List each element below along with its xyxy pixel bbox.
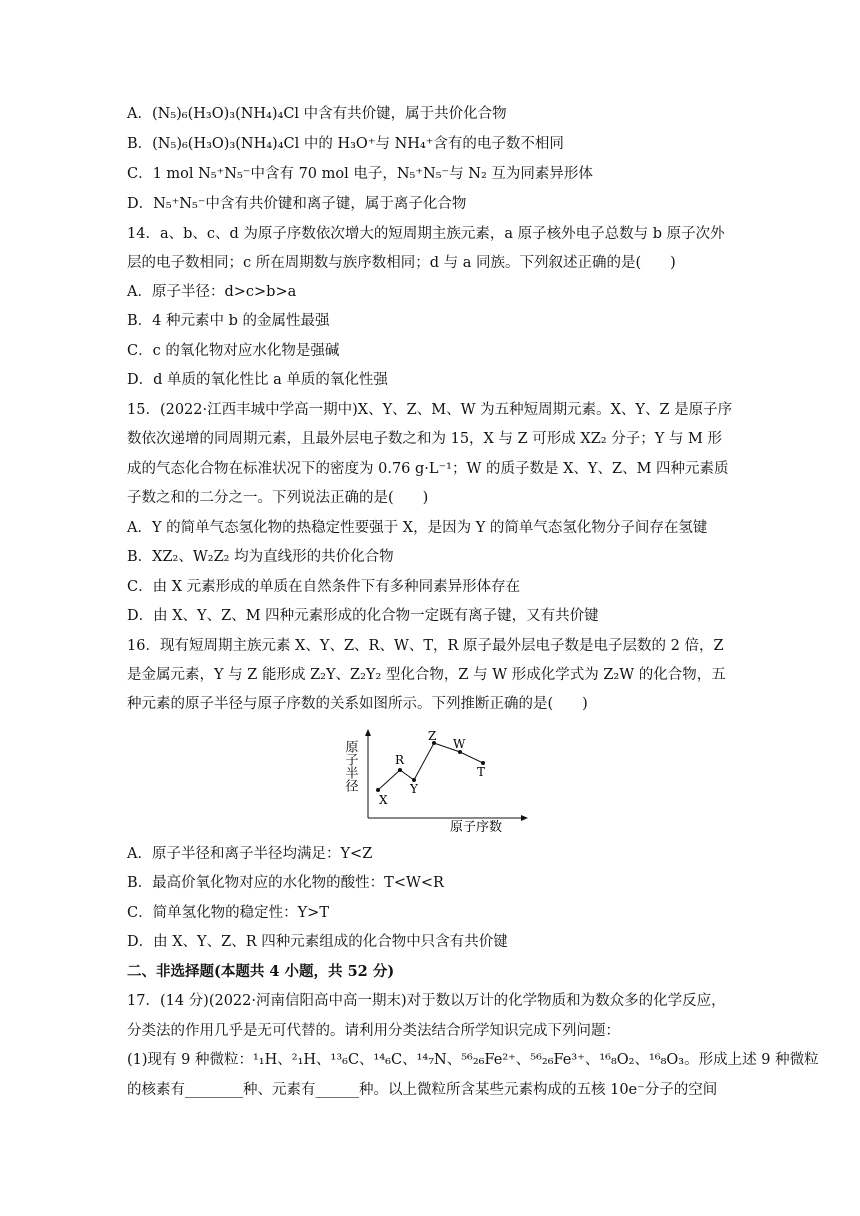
q16-stem-line1: 16．现有短周期主族元素 X、Y、Z、R、W、T，R 原子最外层电子数是电子层数的 2 倍，Z bbox=[127, 638, 724, 654]
q15-stem-line1: 15．(2022·江西丰城中学高一期中)X、Y、Z、M、W 为五种短周期元素。X、Y、Z 是原子序 bbox=[127, 402, 733, 418]
y-axis-label: 原子半径 bbox=[342, 740, 358, 792]
q13-option-c: C．1 mol N₅⁺N₅⁻中含有 70 mol 电子，N₅⁺N₅⁻与 N₂ 互为同素异形体 bbox=[127, 166, 593, 182]
q15-stem-line3: 成的气态化合物在标准状况下的密度为 0.76 g·L⁻¹；W 的质子数是 X、Y、Z、M 四种元素质 bbox=[127, 461, 729, 477]
q16-option-d: D．由 X、Y、Z、R 四种元素组成的化合物中只含有共价键 bbox=[127, 934, 508, 950]
q14-stem-line2: 层的电子数相同；c 所在周期数与族序数相同；d 与 a 同族。下列叙述正确的是( ) bbox=[127, 255, 676, 271]
label-w: W bbox=[453, 737, 466, 751]
label-t: T bbox=[477, 765, 486, 779]
q15-stem-line2: 数依次递增的同周期元素，且最外层电子数之和为 15，X 与 Z 可形成 XZ₂ 分子；Y 与 M 形 bbox=[127, 431, 722, 447]
label-z: Z bbox=[428, 729, 437, 743]
q16-stem-line3: 种元素的原子半径与原子序数的关系如图所示。下列推断正确的是( ) bbox=[127, 696, 588, 712]
radius-trend-line bbox=[378, 743, 486, 790]
q13-option-a: A．(N₅)₆(H₃O)₃(NH₄)₄Cl 中含有共价键，属于共价化合物 bbox=[127, 106, 507, 122]
q16-option-b: B．最高价氧化物对应的水化物的酸性：T<W<R bbox=[127, 875, 444, 891]
q14-option-d: D．d 单质的氧化性比 a 单质的氧化性强 bbox=[127, 372, 388, 388]
q14-option-c: C．c 的氧化物对应水化物是强碱 bbox=[127, 343, 340, 359]
q16-option-c: C．简单氢化物的稳定性：Y>T bbox=[127, 905, 329, 921]
q17-part1-line1: (1)现有 9 种微粒：¹₁H、²₁H、¹³₆C、¹⁴₆C、¹⁴₇N、⁵⁶₂₆Fe²⁺、⁵⁶₂₆Fe³⁺、¹⁶₈O₂、¹⁶₈O₃。形成上述 9 种微粒 bbox=[127, 1052, 819, 1068]
q13-option-b: B．(N₅)₆(H₃O)₃(NH₄)₄Cl 中的 H₃O⁺与 NH₄⁺含有的电子数不相同 bbox=[127, 136, 564, 152]
x-axis-label: 原子序数 bbox=[450, 820, 503, 835]
q14-option-a: A．原子半径：d>c>b>a bbox=[127, 284, 297, 300]
q17-stem-line2: 分类法的作用几乎是无可代替的。请利用分类法结合所学知识完成下列问题： bbox=[127, 1023, 620, 1039]
q13-option-d: D．N₅⁺N₅⁻中含有共价键和离子键，属于离子化合物 bbox=[127, 196, 467, 212]
q16-option-a: A．原子半径和离子半径均满足：Y<Z bbox=[127, 846, 373, 862]
y-axis-arrow bbox=[365, 729, 371, 736]
q15-option-a: A．Y 的简单气态氢化物的热稳定性要强于 X，是因为 Y 的简单气态氢化物分子间存在氢键 bbox=[127, 520, 708, 536]
q15-stem-line4: 子数之和的二分之一。下列说法正确的是( ) bbox=[127, 490, 429, 506]
q14-option-b: B．4 种元素中 b 的金属性最强 bbox=[127, 313, 330, 329]
label-y: Y bbox=[410, 782, 418, 796]
point-x bbox=[376, 788, 380, 792]
q15-option-b: B．XZ₂、W₂Z₂ 均为直线形的共价化合物 bbox=[127, 549, 394, 565]
q15-option-d: D．由 X、Y、Z、M 四种元素形成的化合物一定既有离子键，又有共价键 bbox=[127, 608, 599, 624]
q17-stem-line1: 17．(14 分)(2022·河南信阳高中高一期末)对于数以万计的化学物质和为数众多的化学反应， bbox=[127, 993, 726, 1009]
label-x: X bbox=[379, 793, 388, 807]
section-heading-nonchoice: 二、非选择题(本题共 4 小题，共 52 分) bbox=[127, 963, 395, 980]
x-axis-arrow bbox=[521, 815, 528, 821]
q16-stem-line2: 是金属元素，Y 与 Z 能形成 Z₂Y、Z₂Y₂ 型化合物，Z 与 W 形成化学式为 Z₂W 的化合物，五 bbox=[127, 667, 726, 683]
q17-part1-line2: 的核素有________种、元素有______种。以上微粒所含某些元素构成的五核 10e⁻分子的空间 bbox=[127, 1082, 718, 1098]
label-r: R bbox=[395, 753, 405, 767]
atomic-radius-figure bbox=[340, 726, 530, 836]
point-r bbox=[398, 768, 402, 772]
q14-stem-line1: 14．a、b、c、d 为原子序数依次增大的短周期主族元素，a 原子核外电子总数与 b 原子次外 bbox=[127, 226, 725, 242]
q15-option-c: C．由 X 元素形成的单质在自然条件下有多种同素异形体存在 bbox=[127, 579, 521, 595]
